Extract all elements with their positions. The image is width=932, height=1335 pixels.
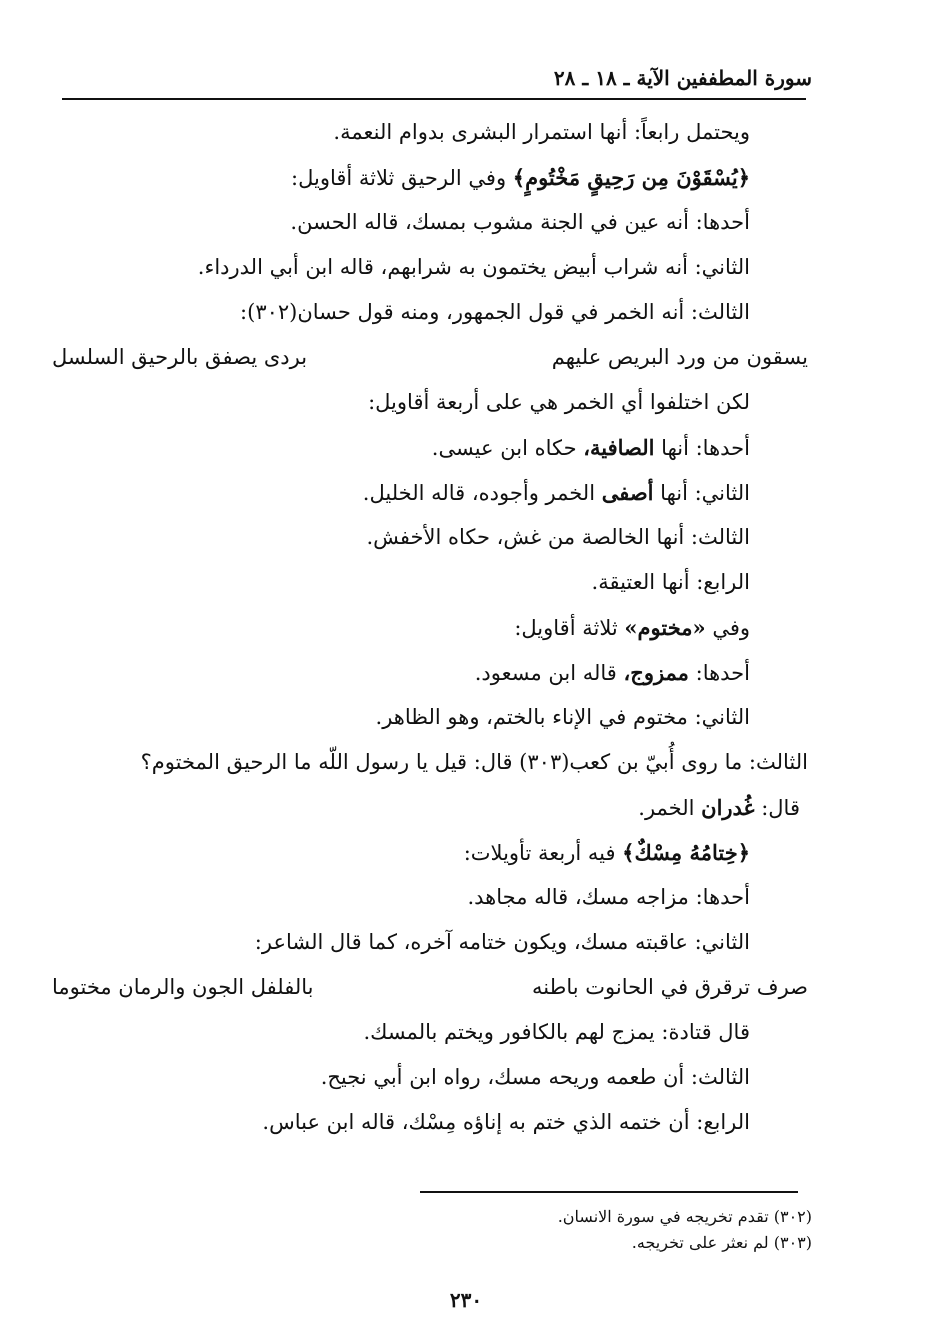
text-line: الثالث: أن طعمه وريحه مسك، رواه ابن أبي نجيح. xyxy=(320,1065,750,1089)
text-line: الثاني: عاقبته مسك، ويكون ختامه آخره، كما قال الشاعر: xyxy=(254,930,750,954)
page-number: ٢٣٠ xyxy=(449,1288,483,1312)
poem-verse xyxy=(52,335,808,380)
footnote-rule xyxy=(420,1191,798,1193)
text-line: الثالث: أنها الخالصة من غش، حكاه الأخفش. xyxy=(366,525,750,549)
text-line: ويحتمل رابعاً: أنها استمرار البشرى بدوام النعمة. xyxy=(333,120,750,144)
text-line: الثاني: مختوم في الإناء بالختم، وهو الظاهر. xyxy=(375,705,750,729)
hemistich-second: بالفلفل الجون والرمان مختوما xyxy=(52,975,314,999)
hemistich-second: بردى يصفق بالرحيق السلسل xyxy=(52,345,308,369)
hemistich-first: يسقون من ورد البريص عليهم xyxy=(551,345,808,369)
text-line: ﴿خِتامُهُ مِسْكٌ﴾ فيه أربعة تأويلات: xyxy=(463,840,750,865)
text-line: الثاني: أنه شراب أبيض يختمون به شرابهم، قاله ابن أبي الدرداء. xyxy=(197,255,750,279)
running-title: سورة المطففين الآية ـ ١٨ ـ ٢٨ xyxy=(553,66,812,90)
text-line: أحدها: أنه عين في الجنة مشوب بمسك، قاله الحسن. xyxy=(290,210,750,234)
hemistich-first: صرف ترقرق في الحانوت باطنه xyxy=(532,975,808,999)
poem-verse xyxy=(52,965,808,1010)
text-line: الثالث: ما روى أُبيّ بن كعب(٣٠٣) قال: قيل يا رسول اللّه ما الرحيق المختوم؟ xyxy=(140,750,808,774)
text-line: أحدها: أنها الصافية، حكاه ابن عيسى. xyxy=(431,435,750,460)
footnotes xyxy=(558,1204,812,1256)
text-line: قال قتادة: يمزج لهم بالكافور ويختم بالمسك. xyxy=(363,1020,750,1044)
text-line: أحدها: مزاجه مسك، قاله مجاهد. xyxy=(467,885,750,909)
text-line: الثاني: أنها أصفى الخمر وأجوده، قاله الخليل. xyxy=(362,480,750,505)
text-line: الرابع: أنها العتيقة. xyxy=(591,570,750,594)
header-rule xyxy=(62,98,806,100)
footnote: (٣٠٣) لم نعثر على تخريجه. xyxy=(631,1233,812,1252)
text-line: ﴿يُسْقَوْنَ مِن رَحِيقٍ مَخْتُومٍ﴾ وفي الرحيق ثلاثة أقاويل: xyxy=(291,165,750,190)
text-line: قال: غُدران الخمر. xyxy=(638,795,800,820)
text-line: أحدها: ممزوج، قاله ابن مسعود. xyxy=(474,660,750,685)
text-line: الثالث: أنه الخمر في قول الجمهور، ومنه قول حسان(٣٠٢): xyxy=(240,300,750,324)
footnote: (٣٠٢) تقدم تخريجه في سورة الانسان. xyxy=(557,1207,812,1226)
quran-verse: ﴿يُسْقَوْنَ مِن رَحِيقٍ مَخْتُومٍ﴾ xyxy=(512,165,750,190)
quran-verse: ﴿خِتامُهُ مِسْكٌ﴾ xyxy=(622,840,750,865)
text-line: لكن اختلفوا أي الخمر هي على أربعة أقاويل: xyxy=(368,390,750,414)
body-text xyxy=(52,110,808,1145)
text-line: وفي «مختوم» ثلاثة أقاويل: xyxy=(514,615,750,640)
text-line: الرابع: أن ختمه الذي ختم به إناؤه مِسْك، قاله ابن عباس. xyxy=(262,1110,750,1134)
